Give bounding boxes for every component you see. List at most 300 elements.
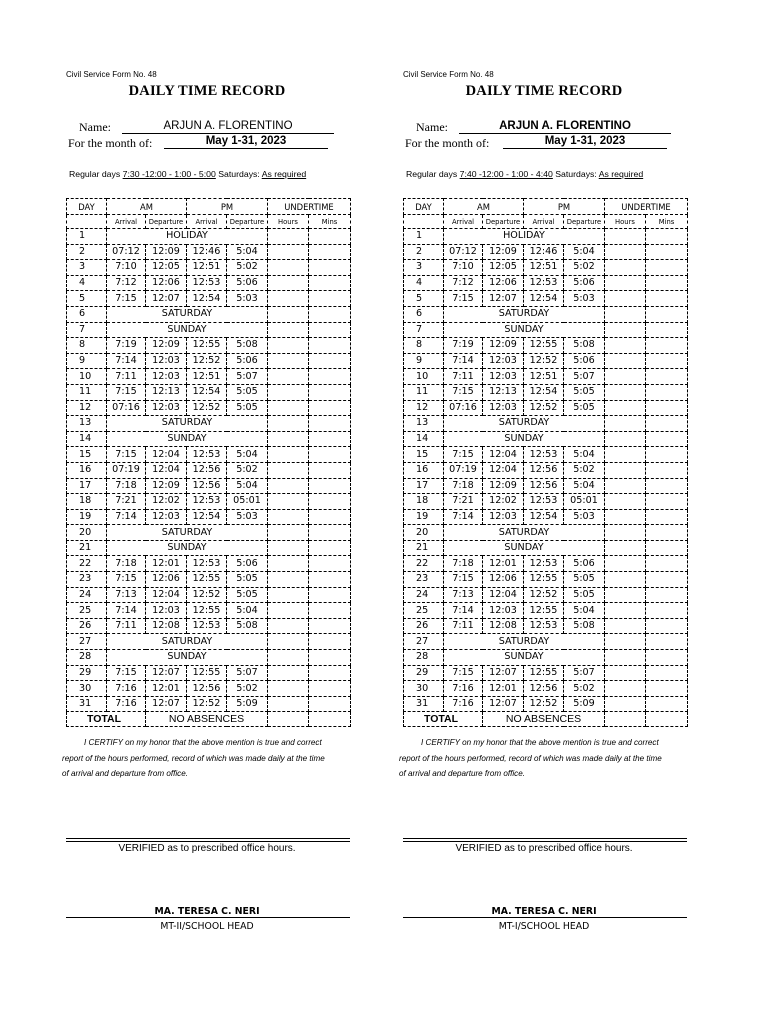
undertime-mins-cell — [309, 322, 351, 338]
pm-arrival-cell: 12:52 — [524, 587, 564, 603]
day-cell: 18 — [67, 494, 107, 510]
undertime-mins-cell — [646, 291, 688, 307]
pm-arrival-cell: 12:55 — [524, 665, 564, 681]
day-note-cell: SUNDAY — [107, 540, 268, 556]
undertime-mins-cell — [646, 447, 688, 463]
undertime-mins-cell — [309, 462, 351, 478]
undertime-mins-cell — [646, 229, 688, 245]
undertime-hours-cell — [268, 634, 309, 650]
day-cell: 19 — [404, 509, 444, 525]
undertime-hours-cell — [605, 369, 646, 385]
regular-days-value: 7:40 -12:00 - 1:00 - 4:40 — [459, 169, 553, 179]
table-row — [404, 650, 688, 666]
pm-arrival-cell: 12:54 — [187, 384, 227, 400]
pm-arrival-cell: 12:54 — [524, 509, 564, 525]
pm-departure-cell: 5:06 — [564, 275, 605, 291]
saturdays-value: As required — [598, 169, 644, 179]
pm-departure-cell: 5:05 — [564, 572, 605, 588]
day-cell: 14 — [67, 431, 107, 447]
table-row — [404, 353, 688, 369]
table-row — [404, 431, 688, 447]
undertime-hours-cell — [605, 431, 646, 447]
am-arrival-cell: 7:15 — [107, 447, 146, 463]
am-departure-cell: 12:04 — [146, 587, 187, 603]
pm-arrival-cell: 12:56 — [524, 478, 564, 494]
pm-arrival-cell: 12:46 — [187, 244, 227, 260]
day-note-cell: SATURDAY — [444, 306, 605, 322]
day-cell: 16 — [404, 462, 444, 478]
month-label: For the month of: — [68, 136, 153, 150]
undertime-mins-cell — [309, 618, 351, 634]
day-cell: 23 — [67, 572, 107, 588]
undertime-mins-cell — [309, 244, 351, 260]
table-row — [67, 416, 351, 432]
pm-arrival-cell: 12:53 — [187, 494, 227, 510]
undertime-hours-cell — [268, 650, 309, 666]
undertime-mins-cell — [309, 572, 351, 588]
regular-days-line — [406, 169, 643, 179]
pm-arrival-cell: 12:53 — [524, 494, 564, 510]
table-row — [67, 618, 351, 634]
employee-name: ARJUN A. FLORENTINO — [459, 120, 671, 134]
table-row — [404, 540, 688, 556]
undertime-hours-cell — [268, 229, 309, 245]
am-departure-cell: 12:01 — [146, 681, 187, 697]
am-arrival-cell: 7:12 — [444, 275, 483, 291]
day-note-cell: SATURDAY — [107, 306, 268, 322]
day-cell: 15 — [67, 447, 107, 463]
undertime-hours-cell — [605, 665, 646, 681]
signatory-name: MA. TERESA C. NERI — [491, 906, 597, 917]
am-arrival-cell: 7:14 — [444, 509, 483, 525]
day-cell: 11 — [404, 384, 444, 400]
table-row — [404, 665, 688, 681]
pm-departure-cell: 5:08 — [564, 618, 605, 634]
saturdays-value: As required — [261, 169, 307, 179]
day-cell: 24 — [404, 587, 444, 603]
undertime-hours-cell — [268, 306, 309, 322]
day-note-cell: HOLIDAY — [444, 229, 605, 245]
day-note-cell: SUNDAY — [107, 431, 268, 447]
table-row — [404, 696, 688, 712]
employee-signature-line — [403, 838, 687, 842]
name-label: Name: — [416, 120, 448, 134]
table-row — [67, 400, 351, 416]
day-note-cell: SATURDAY — [444, 525, 605, 541]
pm-departure-cell: 5:06 — [564, 556, 605, 572]
certify-line: I CERTIFY on my honor that the above mention is true and correct — [421, 738, 659, 747]
form-number: Civil Service Form No. 48 — [66, 70, 157, 79]
undertime-mins-cell — [646, 509, 688, 525]
day-cell: 8 — [67, 338, 107, 354]
day-cell: 1 — [404, 229, 444, 245]
pm-departure-cell: 5:07 — [227, 369, 268, 385]
am-arrival-cell: 7:19 — [444, 338, 483, 354]
pm-arrival-cell: 12:51 — [187, 260, 227, 276]
am-arrival-cell: 7:15 — [444, 572, 483, 588]
undertime-mins-cell — [646, 681, 688, 697]
day-cell: 11 — [67, 384, 107, 400]
subheader-row — [404, 215, 688, 229]
undertime-hours-cell — [268, 447, 309, 463]
undertime-hours-cell — [268, 369, 309, 385]
am-departure-cell: 12:01 — [146, 556, 187, 572]
month-value: May 1-31, 2023 — [164, 135, 328, 149]
am-arrival-cell: 7:11 — [107, 369, 146, 385]
undertime-hours-cell — [268, 353, 309, 369]
am-departure-header: Departure — [146, 215, 187, 229]
day-note-cell: HOLIDAY — [107, 229, 268, 245]
time-record-table — [403, 198, 688, 727]
pm-departure-cell: 5:08 — [227, 338, 268, 354]
pm-departure-cell: 5:07 — [564, 369, 605, 385]
day-cell: 13 — [404, 416, 444, 432]
am-arrival-cell: 7:19 — [107, 338, 146, 354]
pm-arrival-cell: 12:53 — [187, 556, 227, 572]
undertime-hours-cell — [605, 509, 646, 525]
am-arrival-cell: 7:14 — [444, 353, 483, 369]
am-arrival-cell: 7:15 — [444, 384, 483, 400]
pm-departure-cell: 5:02 — [564, 260, 605, 276]
pm-arrival-cell: 12:54 — [187, 509, 227, 525]
am-departure-cell: 12:04 — [146, 447, 187, 463]
table-row — [404, 572, 688, 588]
pm-arrival-cell: 12:55 — [187, 572, 227, 588]
undertime-mins-cell — [646, 306, 688, 322]
undertime-mins-cell — [646, 540, 688, 556]
am-arrival-cell: 7:14 — [444, 603, 483, 619]
am-arrival-cell: 7:15 — [444, 665, 483, 681]
pm-arrival-cell: 12:54 — [187, 291, 227, 307]
undertime-mins-cell — [309, 260, 351, 276]
signatory-line — [403, 917, 687, 918]
undertime-mins-cell — [309, 275, 351, 291]
pm-departure-header: Departure — [227, 215, 268, 229]
table-row — [67, 306, 351, 322]
table-row — [404, 478, 688, 494]
am-arrival-cell: 7:18 — [444, 556, 483, 572]
undertime-hours-cell — [605, 306, 646, 322]
undertime-mins-cell — [646, 618, 688, 634]
undertime-mins-cell — [309, 229, 351, 245]
table-row — [404, 229, 688, 245]
undertime-hours-cell — [605, 556, 646, 572]
undertime-hours-cell — [605, 229, 646, 245]
pm-arrival-cell: 12:51 — [524, 369, 564, 385]
am-arrival-cell: 7:15 — [107, 572, 146, 588]
am-arrival-header: Arrival — [107, 215, 146, 229]
undertime-hours-cell — [605, 260, 646, 276]
day-note-cell: SATURDAY — [444, 634, 605, 650]
am-arrival-cell: 7:15 — [444, 447, 483, 463]
total-row — [67, 712, 351, 727]
am-departure-cell: 12:09 — [146, 338, 187, 354]
day-cell: 28 — [404, 650, 444, 666]
pm-arrival-cell: 12:56 — [187, 462, 227, 478]
undertime-mins-cell — [309, 587, 351, 603]
table-row — [404, 369, 688, 385]
pm-arrival-cell: 12:56 — [187, 478, 227, 494]
am-departure-cell: 12:07 — [483, 696, 524, 712]
table-row — [404, 400, 688, 416]
undertime-hours-cell — [268, 431, 309, 447]
undertime-hours-cell — [268, 587, 309, 603]
table-row — [67, 369, 351, 385]
undertime-mins-cell — [309, 353, 351, 369]
am-departure-cell: 12:03 — [483, 369, 524, 385]
total-label: TOTAL — [67, 712, 146, 727]
undertime-hours-cell — [268, 556, 309, 572]
undertime-mins-cell — [646, 338, 688, 354]
table-row — [404, 416, 688, 432]
regular-days-label: Regular days — [69, 169, 121, 179]
undertime-hours-cell — [268, 603, 309, 619]
total-row — [404, 712, 688, 727]
pm-arrival-cell: 12:51 — [524, 260, 564, 276]
pm-departure-cell: 5:05 — [564, 400, 605, 416]
pm-departure-cell: 5:05 — [227, 587, 268, 603]
table-row — [67, 229, 351, 245]
undertime-mins-cell — [646, 650, 688, 666]
undertime-mins-cell — [646, 665, 688, 681]
pm-departure-cell: 5:09 — [564, 696, 605, 712]
day-cell: 21 — [67, 540, 107, 556]
pm-departure-cell: 5:05 — [564, 587, 605, 603]
day-subheader — [67, 215, 107, 229]
day-cell: 23 — [404, 572, 444, 588]
undertime-hours-cell — [268, 462, 309, 478]
certify-line: of arrival and departure from office. — [399, 769, 525, 779]
verified-text: VERIFIED as to prescribed office hours. — [118, 843, 296, 854]
am-departure-cell: 12:06 — [483, 572, 524, 588]
undertime-hours-cell — [268, 275, 309, 291]
am-arrival-cell: 07:12 — [107, 244, 146, 260]
signatory-position: MT-II/SCHOOL HEAD — [160, 921, 254, 932]
form-number: Civil Service Form No. 48 — [403, 70, 494, 79]
day-note-cell: SUNDAY — [444, 540, 605, 556]
pm-departure-cell: 5:07 — [227, 665, 268, 681]
pm-departure-cell: 5:06 — [564, 353, 605, 369]
table-row — [404, 244, 688, 260]
table-row — [67, 244, 351, 260]
pm-departure-cell: 05:01 — [564, 494, 605, 510]
am-arrival-cell: 7:16 — [444, 681, 483, 697]
undertime-mins-cell — [309, 525, 351, 541]
undertime-mins-cell — [309, 478, 351, 494]
certification-text — [399, 735, 695, 782]
total-value: NO ABSENCES — [146, 712, 268, 727]
undertime-mins-cell — [309, 603, 351, 619]
am-arrival-cell: 7:16 — [444, 696, 483, 712]
am-departure-cell: 12:03 — [146, 369, 187, 385]
am-departure-cell: 12:09 — [483, 338, 524, 354]
undertime-mins-cell — [309, 540, 351, 556]
day-header: DAY — [404, 199, 444, 215]
certify-line: of arrival and departure from office. — [62, 769, 188, 779]
day-cell: 4 — [67, 275, 107, 291]
undertime-hours-cell — [268, 540, 309, 556]
table-row — [404, 322, 688, 338]
total-hours — [268, 712, 309, 727]
am-arrival-cell: 7:15 — [107, 384, 146, 400]
undertime-mins-cell — [646, 275, 688, 291]
undertime-hours-cell — [268, 681, 309, 697]
am-departure-cell: 12:02 — [146, 494, 187, 510]
day-note-cell: SUNDAY — [444, 322, 605, 338]
table-row — [67, 338, 351, 354]
am-arrival-cell: 7:14 — [107, 509, 146, 525]
form-title: DAILY TIME RECORD — [128, 83, 286, 99]
pm-arrival-cell: 12:52 — [187, 587, 227, 603]
pm-arrival-cell: 12:55 — [187, 338, 227, 354]
table-body — [67, 229, 351, 712]
am-arrival-cell: 7:18 — [107, 556, 146, 572]
undertime-hours-cell — [605, 462, 646, 478]
day-note-cell: SUNDAY — [444, 431, 605, 447]
pm-departure-cell: 5:05 — [227, 572, 268, 588]
am-arrival-cell: 7:10 — [107, 260, 146, 276]
pm-departure-cell: 5:05 — [227, 400, 268, 416]
pm-arrival-cell: 12:55 — [524, 603, 564, 619]
pm-arrival-cell: 12:56 — [187, 681, 227, 697]
am-arrival-cell: 7:15 — [107, 291, 146, 307]
am-arrival-cell: 7:13 — [107, 587, 146, 603]
day-cell: 14 — [404, 431, 444, 447]
total-label: TOTAL — [404, 712, 483, 727]
pm-arrival-cell: 12:53 — [187, 275, 227, 291]
table-row — [404, 618, 688, 634]
undertime-mins-cell — [309, 369, 351, 385]
am-departure-cell: 12:04 — [146, 462, 187, 478]
pm-header: PM — [187, 199, 268, 215]
employee-signature-line — [66, 838, 350, 842]
day-cell: 18 — [404, 494, 444, 510]
pm-arrival-cell: 12:46 — [524, 244, 564, 260]
pm-arrival-cell: 12:53 — [524, 447, 564, 463]
pm-departure-cell: 05:01 — [227, 494, 268, 510]
pm-arrival-cell: 12:56 — [524, 462, 564, 478]
day-note-cell: SATURDAY — [107, 525, 268, 541]
day-cell: 29 — [404, 665, 444, 681]
table-row — [67, 353, 351, 369]
day-subheader — [404, 215, 444, 229]
undertime-hours-cell — [605, 447, 646, 463]
day-cell: 12 — [67, 400, 107, 416]
am-arrival-cell: 7:15 — [107, 665, 146, 681]
pm-arrival-cell: 12:52 — [187, 400, 227, 416]
am-arrival-cell: 7:12 — [107, 275, 146, 291]
undertime-hours-cell — [605, 572, 646, 588]
day-cell: 17 — [67, 478, 107, 494]
undertime-mins-cell — [309, 509, 351, 525]
am-departure-cell: 12:06 — [146, 572, 187, 588]
undertime-mins-cell — [309, 291, 351, 307]
pm-departure-cell: 5:04 — [227, 478, 268, 494]
day-cell: 30 — [404, 681, 444, 697]
pm-arrival-header: Arrival — [187, 215, 227, 229]
day-cell: 31 — [404, 696, 444, 712]
am-departure-cell: 12:03 — [146, 603, 187, 619]
month-value: May 1-31, 2023 — [503, 135, 667, 149]
undertime-mins-cell — [646, 369, 688, 385]
undertime-hours-cell — [268, 384, 309, 400]
am-arrival-cell: 7:18 — [107, 478, 146, 494]
day-cell: 30 — [67, 681, 107, 697]
am-arrival-cell: 7:14 — [107, 353, 146, 369]
undertime-mins-cell — [646, 478, 688, 494]
undertime-mins-cell — [646, 462, 688, 478]
table-row — [404, 338, 688, 354]
table-row — [67, 431, 351, 447]
pm-arrival-cell: 12:55 — [187, 665, 227, 681]
undertime-mins-cell — [309, 338, 351, 354]
am-arrival-cell: 07:12 — [444, 244, 483, 260]
undertime-hours-cell — [268, 618, 309, 634]
am-departure-cell: 12:13 — [483, 384, 524, 400]
table-row — [67, 681, 351, 697]
pm-departure-cell: 5:02 — [227, 681, 268, 697]
am-arrival-cell: 7:13 — [444, 587, 483, 603]
day-cell: 13 — [67, 416, 107, 432]
day-cell: 5 — [404, 291, 444, 307]
am-departure-cell: 12:05 — [146, 260, 187, 276]
regular-days-label: Regular days — [406, 169, 458, 179]
undertime-hours-cell — [605, 540, 646, 556]
day-note-cell: SATURDAY — [444, 416, 605, 432]
am-departure-cell: 12:07 — [483, 291, 524, 307]
undertime-mins-cell — [646, 603, 688, 619]
undertime-mins-cell — [309, 447, 351, 463]
pm-departure-cell: 5:04 — [564, 478, 605, 494]
am-arrival-cell: 07:16 — [444, 400, 483, 416]
pm-arrival-cell: 12:55 — [187, 603, 227, 619]
am-departure-cell: 12:03 — [146, 353, 187, 369]
undertime-mins-cell — [309, 416, 351, 432]
am-departure-cell: 12:04 — [483, 462, 524, 478]
table-row — [404, 634, 688, 650]
total-mins — [309, 712, 351, 727]
day-cell: 6 — [67, 306, 107, 322]
total-value: NO ABSENCES — [483, 712, 605, 727]
pm-arrival-cell: 12:52 — [524, 353, 564, 369]
pm-departure-cell: 5:03 — [227, 291, 268, 307]
pm-departure-cell: 5:06 — [227, 556, 268, 572]
undertime-header: UNDERTIME — [268, 199, 351, 215]
day-cell: 25 — [404, 603, 444, 619]
undertime-mins-cell — [309, 400, 351, 416]
am-arrival-cell: 7:21 — [444, 494, 483, 510]
pm-departure-cell: 5:09 — [227, 696, 268, 712]
pm-arrival-cell: 12:55 — [524, 338, 564, 354]
pm-arrival-cell: 12:51 — [187, 369, 227, 385]
table-row — [404, 384, 688, 400]
pm-arrival-cell: 12:55 — [524, 572, 564, 588]
saturdays-label: Saturdays: — [555, 169, 597, 179]
day-cell: 25 — [67, 603, 107, 619]
am-departure-cell: 12:09 — [146, 244, 187, 260]
undertime-mins-cell — [309, 634, 351, 650]
table-row — [67, 540, 351, 556]
undertime-mins-cell — [309, 384, 351, 400]
undertime-hours-cell — [605, 275, 646, 291]
pm-arrival-cell: 12:53 — [524, 618, 564, 634]
table-row — [67, 509, 351, 525]
day-cell: 20 — [67, 525, 107, 541]
day-cell: 24 — [67, 587, 107, 603]
day-cell: 10 — [404, 369, 444, 385]
pm-arrival-cell: 12:52 — [524, 696, 564, 712]
pm-departure-cell: 5:07 — [564, 665, 605, 681]
